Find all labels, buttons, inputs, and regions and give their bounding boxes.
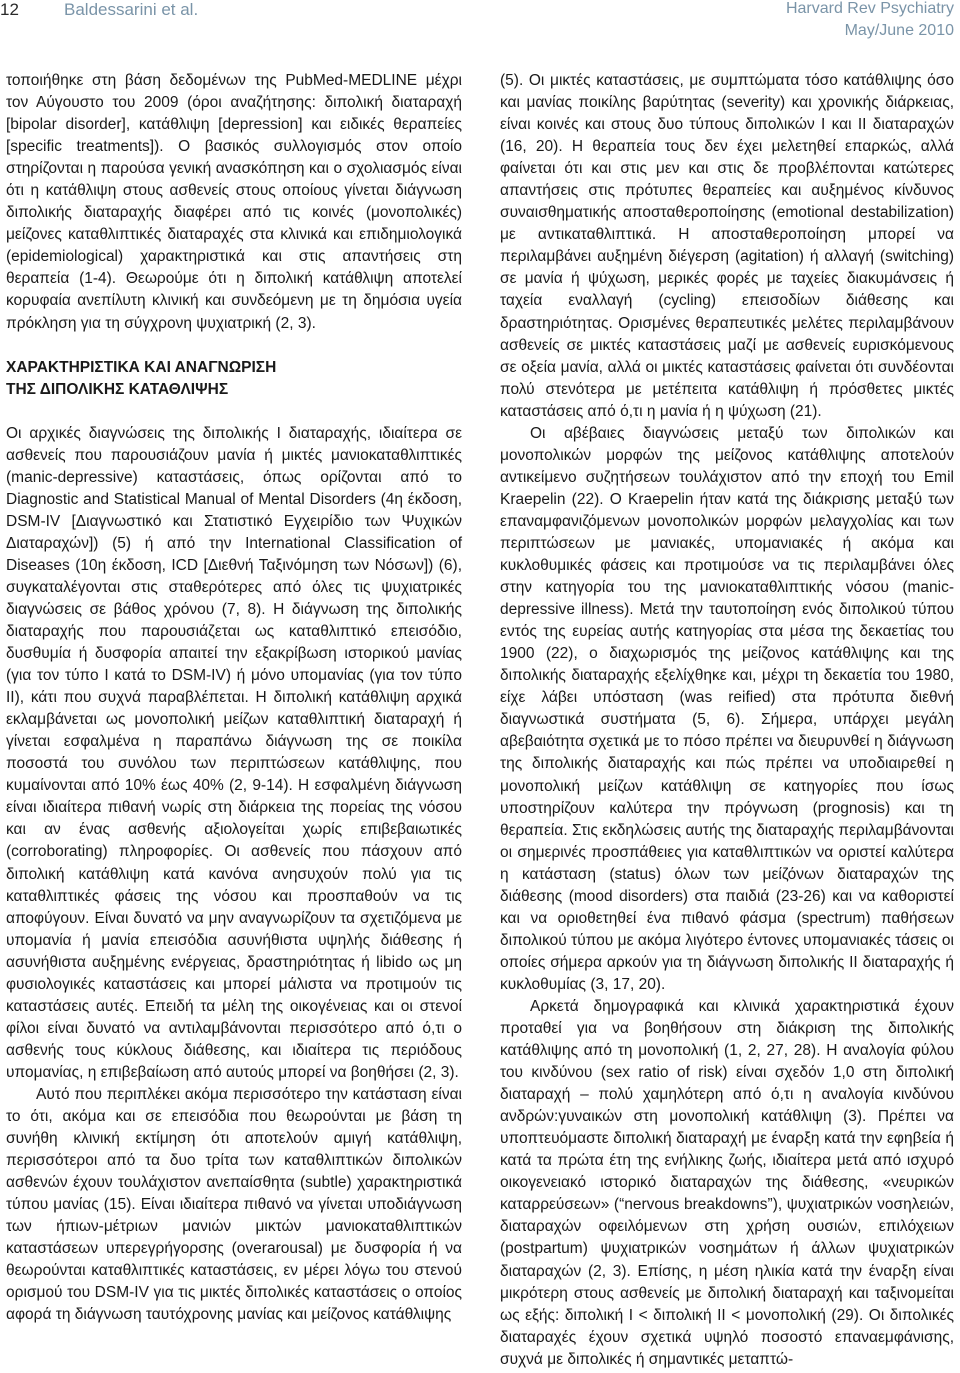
section-heading-line-2: ΤΗΣ ΔΙΠΟΛΙΚΗΣ ΚΑΤΑΘΛΙΨΗΣ — [6, 380, 229, 398]
journal-name: Harvard Rev Psychiatry — [785, 0, 954, 17]
left-paragraph-3: Αυτό που περιπλέκει ακόμα περισσότερο την κατάσταση είναι το ότι, ακόμα και σε επεισόδια που θεωρούνται με βάση τη συνήθη κλινική εκτίμηση ότι αποτελούν αμιγή κατάθλιψη, περισσότεροι από τα δυο τρίτα των καταθλιπτικών διπολικών ασθενών έχουν τουλάχιστον ανεπαίσθητα (subtle) χαρακτηριστικά τύπου μανίας (15). Είναι ιδιαίτερα πιθανό να γίνεται υποδιάγνωση των ήπιων-μέτριων μανιών μικτών μανιοκαταθλιπτικών καταστάσεων υπερεγρήγορσης (overarousal) με δυσφορία ή να θεωρούνται καταθλιπτικές καταστάσεις, εν μέρει λόγω του στενού ορισμού του DSM-IV για τις μικτές διπολικές καταστάσεις ο οποίος αφορά τη διάγνωση ταυτόχρονης μανίας και μείζονος κατάθλιψης — [6, 1085, 462, 1324]
right-column — [500, 70, 954, 1371]
running-authors: Baldessarini et al. — [64, 0, 199, 19]
right-paragraph-3: Αρκετά δημογραφικά και κλινικά χαρακτηριστικά έχουν προταθεί για να βοηθήσουν στη διάκριση της διπολικής κατάθλιψης από τη μονοπολική (1, 2, 27, 28). Η αναλογία φύλου του κινδύνου (sex ratio of risk) είναι σχεδόν 1,0 στη διπολική διαταραχή – πολύ χαμηλότερη από ό,τι η αναλογία κινδύνου ανδρών:γυναικών στη μονοπολική κατάθλιψη (3). Πρέπει να υποπτευόμαστε διπολική διαταραχή με έναρξη κατά την εφηβεία ή κατά τα πρώτα έτη της ενήλικης ζωής, ιδιαίτερα μετά από ισχυρό οικογενειακό ιστορικό διαταραχών της διάθεσης, «νευρικών καταρρεύσεων» (“nervous breakdowns”), ψυχιατρικών νοσηλειών, διαταραχών οφειλόμενων στη χρήση ουσιών, επιλόχειων (postpartum) ψυχιατρικών νοσημάτων ή άλλων ψυχιατρικών διαταραχών (2, 3). Επίσης, η μέση ηλικία κατά την έναρξη είναι μικρότερη στους ασθενείς με διπολική διαταραχή και ταξινομείται ως εξής: διπολική Ι < διπολική ΙΙ < μονοπολική (29). Οι διπολικές διαταραχές έχουν σχετικά υψηλό ποσοστό επαναεμφάνισης, συχνά με διπολικές ή σημαντικές μεταπτώ- — [500, 997, 954, 1368]
left-paragraph-1: τοποιήθηκε στη βάση δεδομένων της PubMed-MEDLINE μέχρι τον Αύγουστο του 2009 (όροι αναζήτησης: διπολική διαταραχή [bipolar disorder], κατάθλιψη [depression] και ειδικές θεραπείες [specific treatments]). Ο βασικός συλλογισμός στον οποίο στηρίζονται η παρούσα γενική ανασκόπηση και ο σχολιασμός είναι ότι η κατάθλιψη στους ασθενείς στους οποίους γίνεται διάγνωση διπολικής διαταραχής διαφέρει από τις κοινές (μονοπολικές) μείζονες καταθλιπτικές διαταραχές στα κλινικά και επιδημιολογικά (epidemiological) χαρακτηριστικά και στις απαντήσεις στη θεραπεία (1-4). Θεωρούμε ότι η διπολική κατάθλιψη αποτελεί κορυφαία ανεπίλυτη κλινική και συνδεόμενη με τη δημόσια υγεία πρόκληση για τη σύγχρονη ψυχιατρική (2, 3). — [6, 72, 462, 332]
right-paragraph-2: Οι αβέβαιες διαγνώσεις μεταξύ των διπολικών και μονοπολικών μορφών της μείζονος κατάθλιψης αποτελούν αντικείμενο συζητήσεων τουλάχιστον από την εποχή του Emil Kraepelin (22). Ο Kraepelin ήταν κατά της διάκρισης μεταξύ των επαναμφανιζόμενων μονοπολικών μορφών μελαγχολίας και των περιπτώσεων με μανιακές, υπομανιακές ή ακόμα και κυκλοθυμικές φάσεις και προτιμούσε να τις περιλαμβάνει όλες στην κατηγορία του της μανιοκαταθλιπτικής νόσου (manic-depressive illness). Μετά την ταυτοποίηση ενός διπολικού τύπου εντός της ευρείας αυτής κατηγορίας στα μέσα της δεκαετίας του 1900 (22), ο διαχωρισμός της μείζονος κατάθλιψης και της διπολικής διαταραχής εξελίχθηκε και, μέχρι τη δεκαετία του 1980, είχε λάβει υπόσταση (was reified) στα πρότυπα διεθνή διαγνωστικά συστήματα (5, 6). Σήμερα, υπάρχει μεγάλη αβεβαιότητα σχετικά με το πόσο πρέπει να διευρυνθεί η διάγνωση της διπολικής διαταραχής και πώς πρέπει να υποδιαιρεθεί η μονοπολική μείζων κατάθλιψη σε κατηγορίες που ίσως υποστηρίζουν καλύτερα την πρόγνωση (prognosis) και τη θεραπεία. Στις εκδηλώσεις αυτής της διαταραχής περιλαμβάνονται οι σημερινές προσπάθειες για καταθλιπτικών να οριστεί καλύτερα η κατάσταση (status) όλων των μείζόνων διαταραχών της διάθεσης (mood disorders) στα παιδιά (23-26) και να καθοριστεί και να οριοθετηθεί ένα πιθανό φάσμα (spectrum) παθήσεων διπολικού τύπου με ακόμα λιγότερο έντονες υπομανιακές τάσεις οι οποίες σήμερα αρκούν για τη διάγνωση διπολικής ΙΙ διαταραχής ή κυκλοθυμίας (3, 17, 20). — [500, 424, 954, 993]
page-number: 12 — [0, 0, 19, 19]
left-paragraph-2: Οι αρχικές διαγνώσεις της διπολικής Ι διαταραχής, ιδιαίτερα σε ασθενείς που παρουσιάζουν μανία ή μικτές μανιοκαταθλιπτικές (manic-depressive) καταστάσεις, όπως ορίζονται από το Diagnostic and Statistical Manual of Mental Disorders (4η έκδοση, DSM-IV [Διαγνωστικό και Στατιστικό Εγχειρίδιο των Ψυχικών Διαταραχών]) (5) ή από την International Classification of Diseases (10η έκδοση, ICD [Διεθνή Ταξινόμηση των Νόσων]) (6), συγκαταλέγονται στις σταθερότερες από όλες τις ψυχιατρικές διαγνώσεις σε βάθος χρόνου (7, 8). Η διάγνωση της διπολικής διαταραχής που παρουσιάζεται ως καταθλιπτικό επεισόδιο, δυσθυμία ή δυσφορία απαιτεί την εξακρίβωση ιστορικού μανίας (για τον τύπο Ι κατά το DSM-IV) ή μόνο υπομανίας (για τον τύπο ΙΙ), κάτι που συχνά παραβλέπεται. Η διπολική κατάθλιψη αρχικά εκλαμβάνεται ως μονοπολική μείζων καταθλιπτική διαταραχή ή γίνεται εσφαλμένα η παραπάνω διάγνωση της σε ποικίλα ποσοστά του συνόλου των περιπτώσεων κατάθλιψης, που κυμαίνονται από 10% έως 40% (2, 9-14). Η εσφαλμένη διάγνωση είναι ιδιαίτερα πιθανή νωρίς στη διάρκεια της πορείας της νόσου και αν ένας ασθενής αξιολογείται χωρίς επιβεβαιωτικές (corroborating) πληροφορίες. Οι ασθενείς που πάσχουν από διπολική κατάθλιψη κατά κανόνα ανησυχούν πολύ για τις καταθλιπτικές φάσεις της νόσου και προσπαθούν να τις αποφύγουν. Είναι δυνατό να μην αναγνωρίζουν τα σχετιζόμενα με υπομανία ή μανία επεισόδια ασυνήθιστα υψηλής διάθεσης ή ασυνήθιστα αυξημένης ενέργειας, δραστηριότητας ή libido ως μη φυσιολογικές καταστάσεις και μπορεί μάλιστα να προτιμούν τις καταστάσεις αυτές. Επειδή τα μέλη της οικογένειας και οι στενοί φίλοι είναι δυνατό να αντιλαμβάνονται περισσότερο από ό,τι ο ασθενής τους κύκλους διάθεσης, και ιδιαίτερα τις περιόδους υπομανίας, η επιβεβαίωση από αυτούς μπορεί να βοηθήσει (2, 3). — [6, 424, 462, 1081]
running-header — [0, 0, 960, 60]
left-column — [6, 70, 462, 1326]
journal-issue: May/June 2010 — [844, 22, 954, 39]
section-heading — [6, 357, 462, 401]
right-paragraph-1: (5). Οι μικτές καταστάσεις, με συμπτώματα τόσο κατάθλιψης όσο και μανίας ποικίλης βαρύτητας (severity) και χρονικής διάρκειας, είναι κοινές και στους δυο τύπους διπολικών Ι και ΙΙ διαταραχών (16, 20). Η θεραπεία τους δεν έχει μελετηθεί επαρκώς, αλλά φαίνεται ότι και στις μεν και στις δε προβλέπονται κατώτερες απαντήσεις στις πρότυπες θεραπείες και αυξημένος κίνδυνος συναισθηματικής αποσταθεροποίησης (emotional destabilization) με αντικαταθλιπτικά. Η αποσταθεροποίηση μπορεί να περιλαμβάνει αυξημένη διέγερση (agitation) ή αλλαγή (switching) σε μανία ή ψύχωση, μερικές φορές με ταχείες διακυμάνσεις ή ταχεία εναλλαγή (cycling) επεισοδίων διάθεσης και δραστηριότητας. Ορισμένες θεραπευτικές μελέτες περιλαμβάνουν ασθενείς σε μικτές καταστάσεις μαζί με ασθενείς ευρισκόμενους σε οξεία μανία, αλλά οι μικτές καταστάσεις φαίνεται ότι συνδέονται πολύ στενότερα με μετέπειτα κατάθλιψη ή πρόσθετες μικτές καταστάσεις από ό,τι η μανία ή η ψύχωση (21). — [500, 72, 954, 420]
section-heading-line-1: ΧΑΡΑΚΤΗΡΙΣΤΙΚΑ ΚΑΙ ΑΝΑΓΝΩΡΙΣΗ — [6, 358, 277, 376]
